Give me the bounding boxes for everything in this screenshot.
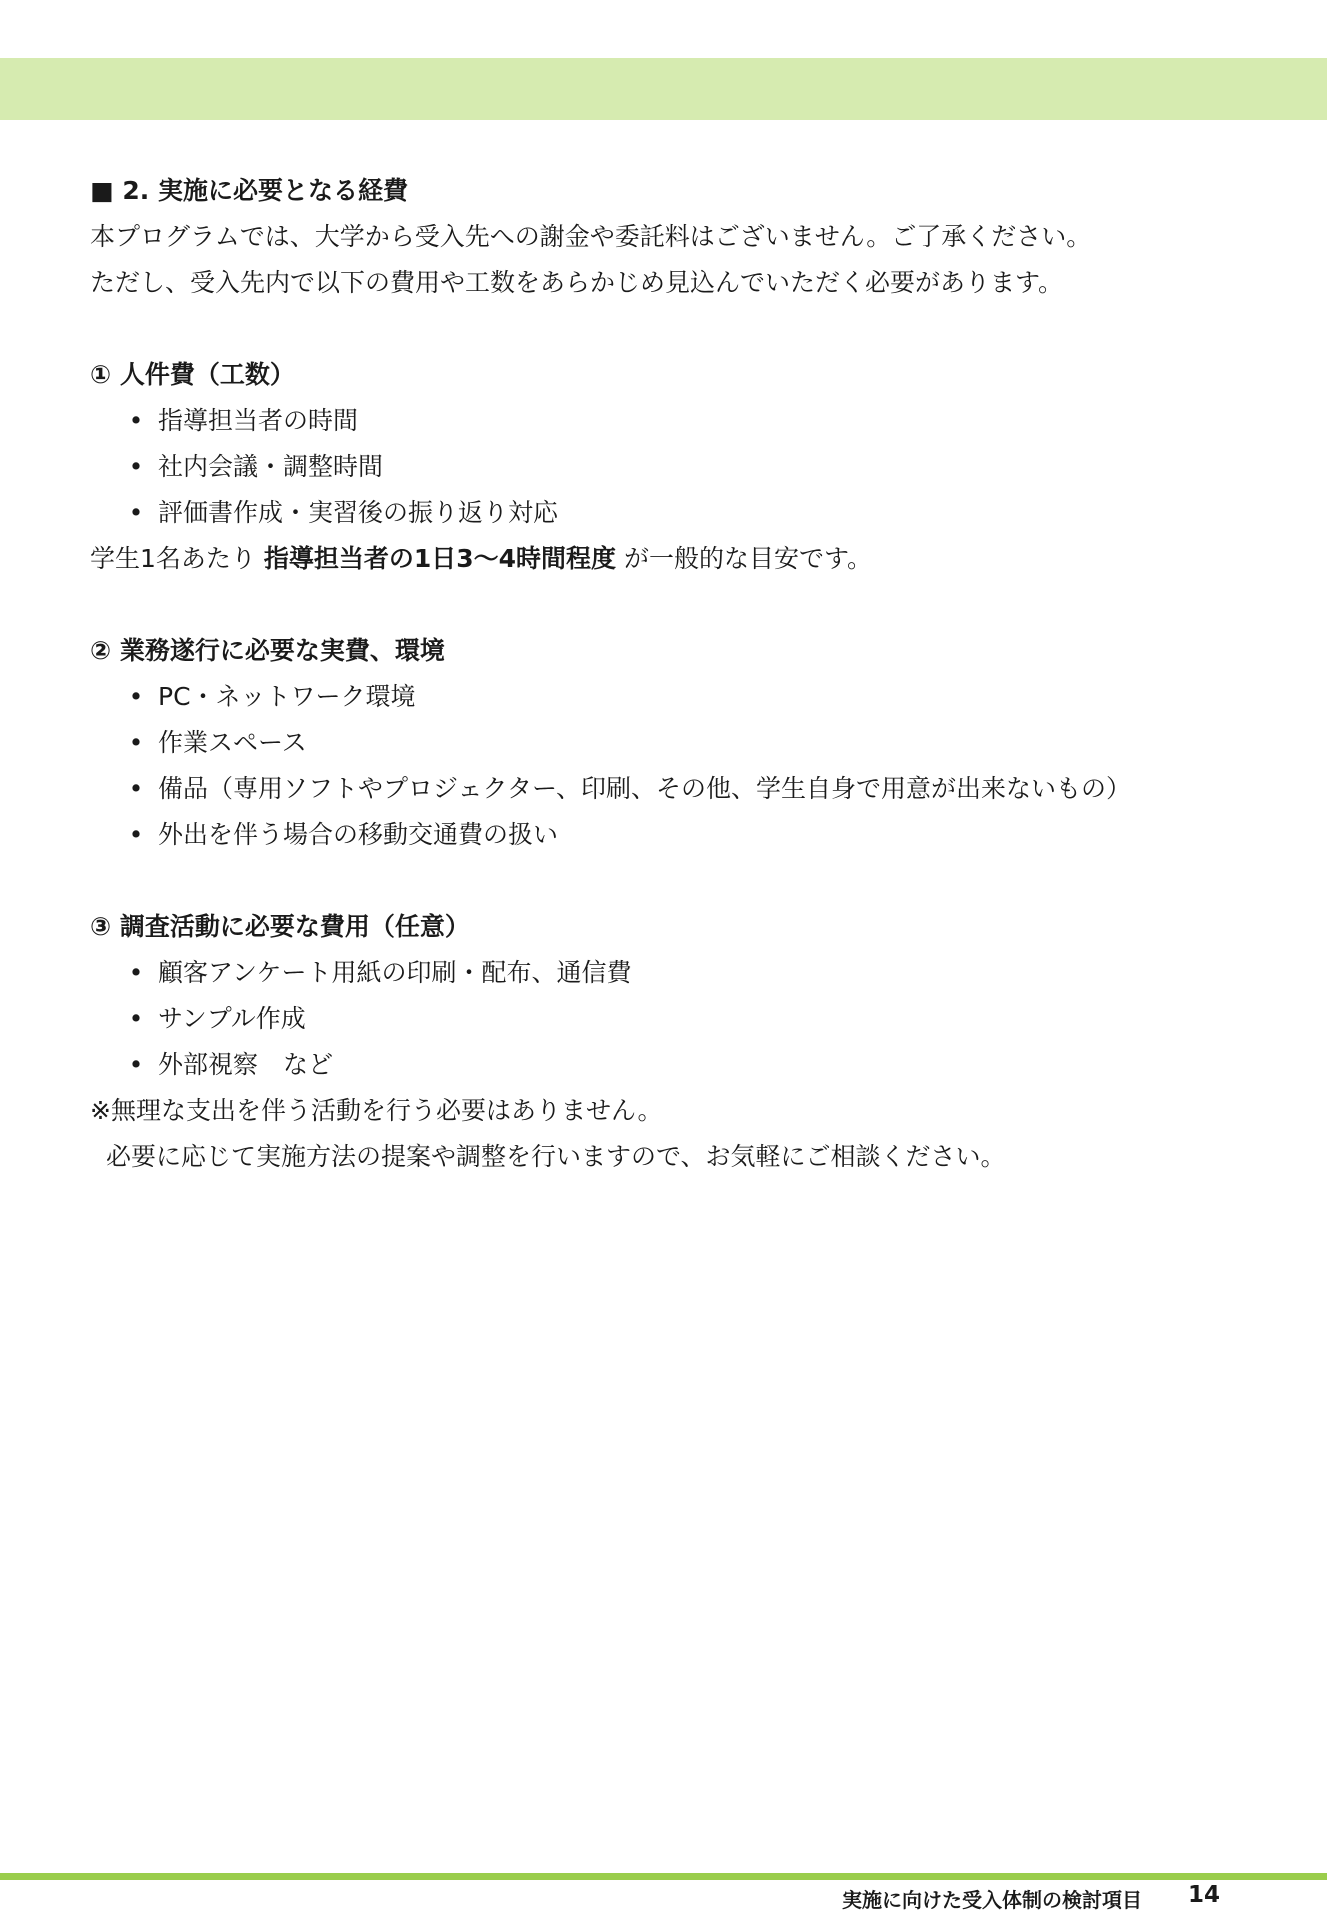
list-item xyxy=(90,674,1250,720)
section-heading xyxy=(90,168,1250,214)
bullet-icon: • xyxy=(128,774,144,803)
footer-rule xyxy=(0,1873,1327,1880)
list-item-text: 外出を伴う場合の移動交通費の扱い xyxy=(158,820,559,849)
footer-title: 実施に向けた受入体制の検討項目 xyxy=(842,1888,1142,1912)
list-item xyxy=(90,996,1250,1042)
bullet-icon: • xyxy=(128,958,144,987)
list-item-text: PC・ネットワーク環境 xyxy=(158,682,416,711)
spacer xyxy=(90,306,1250,352)
intro-line-1: 本プログラムでは、大学から受入先への謝金や委託料はございません。ご了承ください。 xyxy=(90,222,1092,251)
heading-square-marker: ■ xyxy=(90,176,114,205)
list-item-text: 顧客アンケート用紙の印刷・配布、通信費 xyxy=(158,958,632,987)
item2-heading: ② 業務遂行に必要な実費、環境 xyxy=(90,636,445,665)
list-item xyxy=(90,490,1250,536)
intro-line-2: ただし、受入先内で以下の費用や工数をあらかじめ見込んでいただく必要があります。 xyxy=(90,268,1064,297)
guideline-suffix: が一般的な目安です。 xyxy=(616,544,872,573)
header-band xyxy=(0,58,1327,120)
list-item xyxy=(90,1042,1250,1088)
bullet-icon: • xyxy=(128,498,144,527)
list-item-text: 外部視察 など xyxy=(158,1050,334,1079)
list-item-text: 作業スペース xyxy=(158,728,307,757)
list-item xyxy=(90,812,1250,858)
bullet-icon: • xyxy=(128,820,144,849)
section-heading-text: 2. 実施に必要となる経費 xyxy=(122,176,408,205)
list-item xyxy=(90,398,1250,444)
list-item-text: 社内会議・調整時間 xyxy=(158,452,384,481)
page-number: 14 xyxy=(1188,1882,1221,1908)
bullet-icon: • xyxy=(128,1004,144,1033)
list-item-text: 指導担当者の時間 xyxy=(158,406,359,435)
list-item xyxy=(90,444,1250,490)
page-body xyxy=(90,168,1250,1180)
list-item-text: 評価書作成・実習後の振り返り対応 xyxy=(158,498,559,527)
list-item-text: サンプル作成 xyxy=(158,1004,306,1033)
item3-heading: ③ 調査活動に必要な費用（任意） xyxy=(90,912,470,941)
guideline-prefix: 学生1名あたり xyxy=(90,544,264,573)
guideline-emphasis: 指導担当者の1日3～4時間程度 xyxy=(263,544,617,573)
list-item xyxy=(90,720,1250,766)
item1-heading: ① 人件費（工数） xyxy=(90,360,295,389)
bullet-icon: • xyxy=(128,406,144,435)
bullet-icon: • xyxy=(128,452,144,481)
spacer xyxy=(90,582,1250,628)
item1-guideline xyxy=(90,536,1250,582)
bullet-icon: • xyxy=(128,682,144,711)
list-item-text: 備品（専用ソフトやプロジェクター、印刷、その他、学生自身で用意が出来ないもの） xyxy=(158,774,1132,803)
list-item xyxy=(90,950,1250,996)
remark-line-1: ※無理な支出を伴う活動を行う必要はありません。 xyxy=(90,1096,663,1125)
spacer xyxy=(90,858,1250,904)
bullet-icon: • xyxy=(128,728,144,757)
list-item xyxy=(90,766,1250,812)
bullet-icon: • xyxy=(128,1050,144,1079)
remark-line-2: 必要に応じて実施方法の提案や調整を行いますので、お気軽にご相談ください。 xyxy=(106,1142,1006,1171)
